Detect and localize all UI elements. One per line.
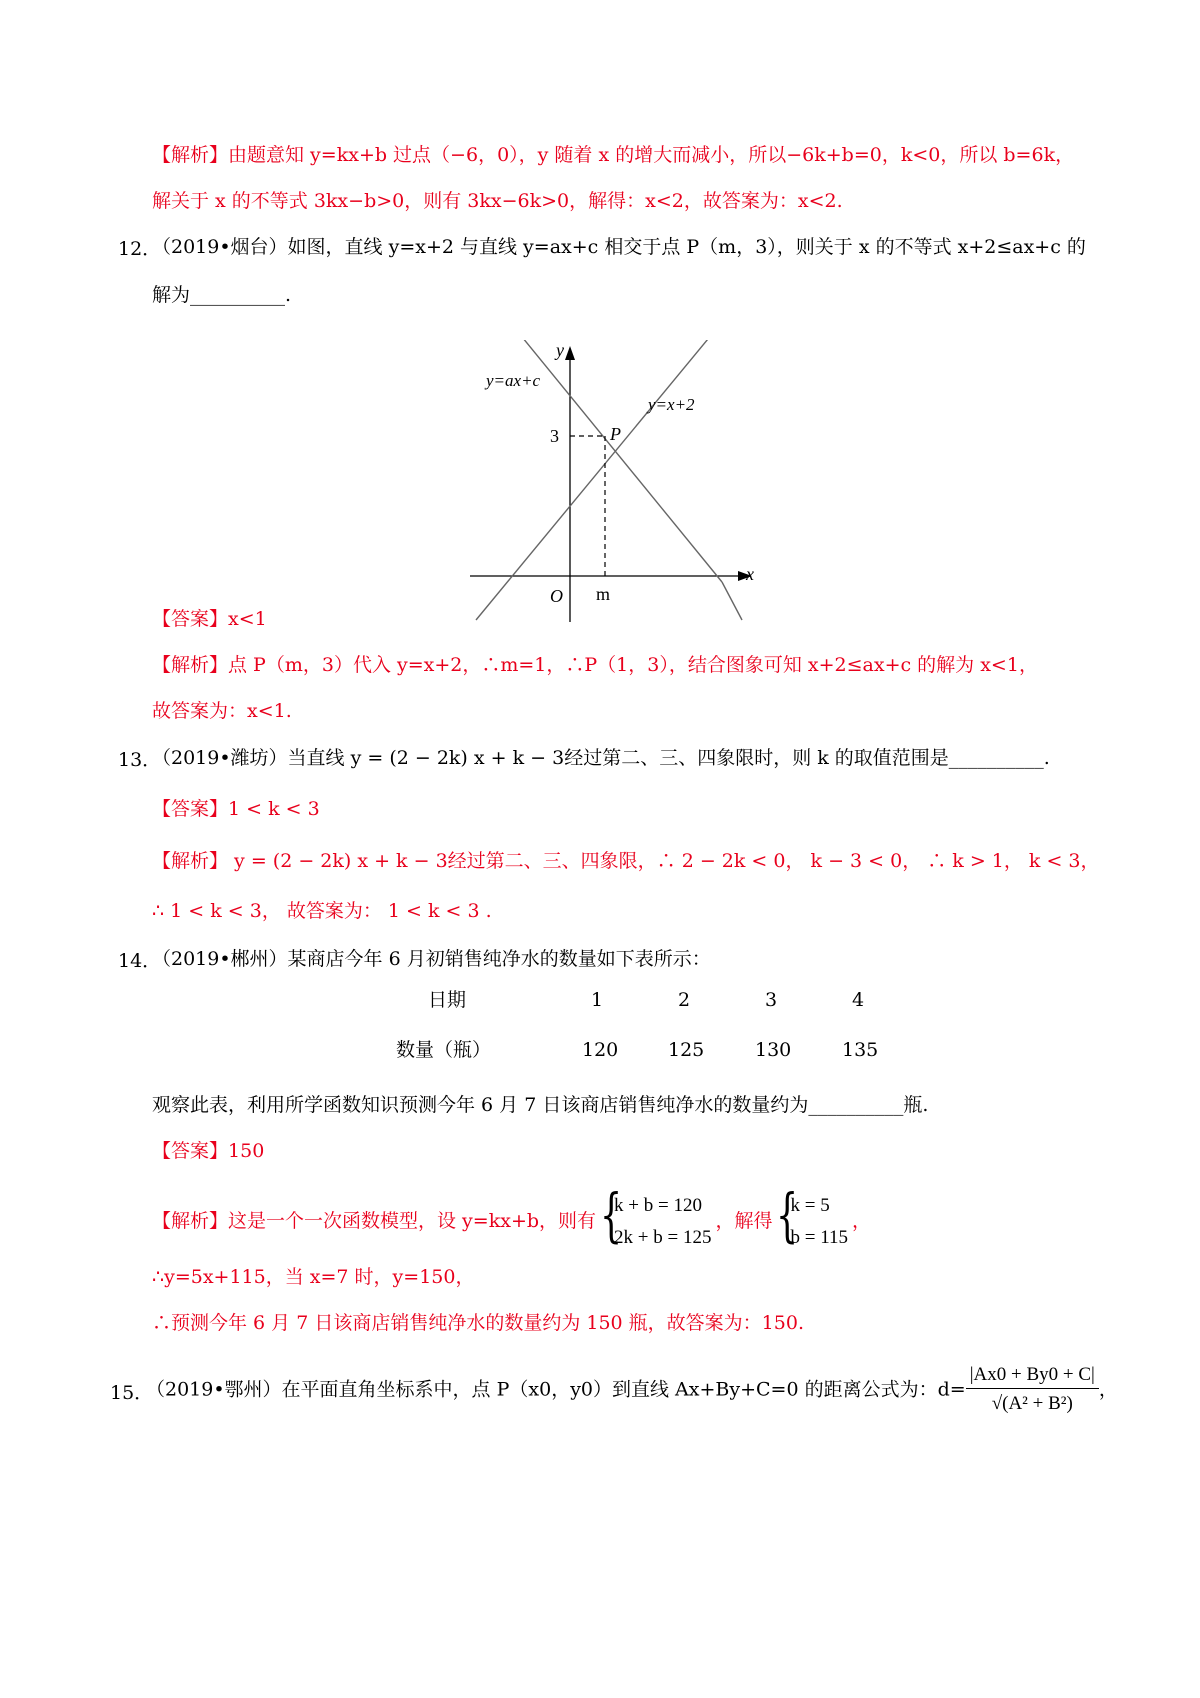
q12-analysis-line-2: 故答案为：x<1. [152, 700, 292, 722]
q14-analysis-line-3: ∴预测今年 6 月 7 日该商店销售纯净水的数量约为 150 瓶，故答案为：150. [152, 1312, 804, 1334]
equation-row: 2k + b = 125 [614, 1227, 712, 1248]
q14-stem: （2019•郴州）某商店今年 6 月初销售纯净水的数量如下表所示： [152, 948, 711, 970]
equation-row: k = 5 [790, 1195, 830, 1216]
table-header-quantity: 数量（瓶） [396, 1039, 492, 1061]
table-cell: 120 [582, 1039, 619, 1061]
analysis-text: 解关于 x 的不等式 3kx−b>0，则有 3kx−6k>0，解得：x<2，故答案为：x<2. [152, 190, 843, 212]
q15-number: 15． [110, 1382, 154, 1404]
x-tick-label: m [596, 584, 611, 604]
q13-number: 13． [118, 749, 162, 771]
table-cell: 130 [755, 1039, 792, 1061]
point-label: P [610, 424, 621, 444]
equation-row: b = 115 [790, 1227, 848, 1248]
table-cell: 3 [765, 989, 778, 1011]
q11-analysis-line-2 [152, 188, 843, 214]
equation-system-1 [600, 1181, 712, 1254]
analysis-label: 【解析】 [152, 654, 229, 676]
q14-question: 观察此表，利用所学函数知识预测今年 6 月 7 日该商店销售纯净水的数量约为__________瓶. [152, 1094, 929, 1116]
analysis-label: 【解析】 [152, 1210, 229, 1232]
q15-stem [146, 1362, 1118, 1417]
q12-answer [152, 606, 267, 632]
q12-number: 12． [118, 238, 162, 260]
q14-answer [152, 1138, 264, 1164]
table-cell: 135 [842, 1039, 879, 1061]
q13-answer [152, 796, 320, 822]
q14-analysis-line-1 [152, 1181, 872, 1254]
line2-label: y=x+2 [648, 395, 695, 414]
analysis-text: ， [852, 1210, 872, 1232]
q13-analysis-line-2: ∴ 1 < k < 3， 故答案为： 1 < k < 3 . [152, 900, 492, 922]
answer-value: x<1 [228, 608, 267, 630]
q13-stem: （2019•潍坊）当直线 y = (2 − 2k) x + k − 3经过第二、三、四象限时，则 k 的取值范围是__________. [152, 747, 1050, 769]
analysis-text: 这是一个一次函数模型，设 y=kx+b，则有 [228, 1210, 597, 1232]
stem-text: （2019•鄂州）在平面直角坐标系中，点 P（x0，y0）到直线 Ax+By+C=0 的距离公式为：d= [146, 1378, 966, 1401]
answer-label: 【答案】 [152, 1140, 229, 1162]
answer-value: 1 < k < 3 [228, 798, 320, 820]
analysis-text: ，解得 [715, 1210, 773, 1232]
answer-value: 150 [228, 1140, 265, 1162]
table-cell: 1 [591, 989, 604, 1011]
fraction-denominator: √(A² + B²) [991, 1393, 1073, 1414]
equation-system-2 [776, 1181, 848, 1254]
table-cell: 2 [678, 989, 691, 1011]
q12-stem-line-2: 解为__________. [152, 284, 292, 306]
analysis-label: 【解析】 [152, 850, 229, 872]
line-ax-plus-c [518, 340, 722, 582]
answer-label: 【答案】 [152, 798, 229, 820]
q11-analysis-line-1 [152, 142, 1074, 168]
answer-label: 【答案】 [152, 608, 229, 630]
y-axis-arrow [565, 346, 575, 360]
line1-label: y=ax+c [486, 371, 541, 390]
table-header-date: 日期 [428, 989, 467, 1011]
x-axis-label: x [746, 564, 754, 584]
q14-analysis-line-2: ∴y=5x+115，当 x=7 时，y=150， [152, 1266, 475, 1288]
q12-graph [470, 340, 760, 640]
q12-stem-line-1: （2019•烟台）如图，直线 y=x+2 与直线 y=ax+c 相交于点 P（m，3），则关于 x 的不等式 x+2≤ax+c 的 [152, 236, 1086, 258]
q13-analysis-line-1 [152, 848, 1100, 874]
analysis-text: 由题意知 y=kx+b 过点（−6，0），y 随着 x 的增大而减小，所以−6k+b=0，k<0，所以 b=6k， [228, 144, 1075, 166]
stem-tail: ， [1098, 1378, 1118, 1401]
y-axis-label: y [556, 340, 564, 360]
line-ax-plus-c-ext [722, 582, 742, 620]
equation-row: k + b = 120 [614, 1195, 702, 1216]
analysis-label: 【解析】 [152, 144, 229, 166]
table-cell: 125 [668, 1039, 705, 1061]
brace-icon: { [600, 1181, 623, 1249]
y-tick-label: 3 [550, 426, 559, 446]
q12-analysis-line-1 [152, 652, 1038, 678]
distance-formula-fraction [966, 1362, 1099, 1417]
table-cell: 4 [852, 989, 865, 1011]
analysis-text: 点 P（m，3）代入 y=x+2，∴m=1，∴P（1，3），结合图象可知 x+2≤ax+c 的解为 x<1， [228, 654, 1038, 676]
brace-icon: { [776, 1181, 799, 1249]
fraction-numerator: |Ax0 + By0 + C| [966, 1362, 1099, 1389]
analysis-text: y = (2 − 2k) x + k − 3经过第二、三、四象限，∴ 2 − 2k < 0， k − 3 < 0， ∴ k > 1， k < 3， [228, 850, 1100, 872]
origin-label: O [550, 586, 563, 606]
q14-number: 14． [118, 950, 162, 972]
